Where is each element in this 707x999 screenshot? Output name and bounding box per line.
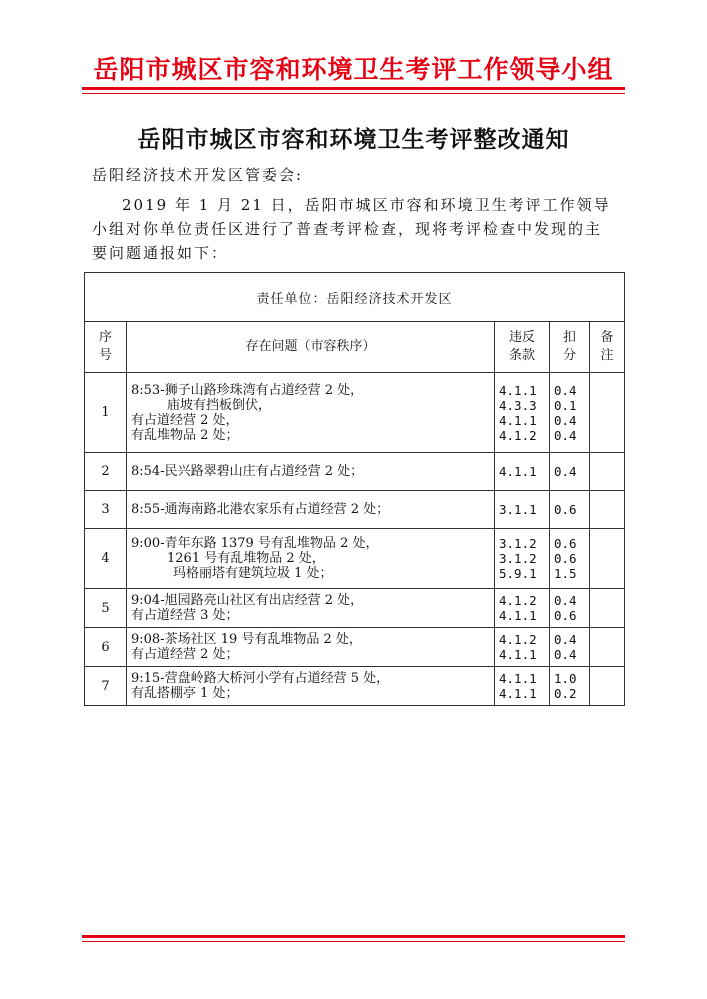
row-problem bbox=[127, 667, 495, 706]
deduct-line: 0.4 bbox=[554, 412, 577, 428]
code-line: 4.1.1 bbox=[499, 647, 537, 662]
row-no: 6 bbox=[85, 628, 127, 667]
code-line: 4.1.2 bbox=[499, 593, 537, 608]
row-note bbox=[590, 667, 625, 706]
code-line: 4.3.3 bbox=[499, 397, 537, 413]
problem-line: 9:00-青年东路 1379 号有乱堆物品 2 处， bbox=[131, 536, 379, 551]
table-row bbox=[85, 589, 625, 628]
row-code bbox=[495, 589, 550, 628]
problem-line: 有占道经营 2 处， bbox=[131, 412, 239, 428]
unit-row bbox=[85, 273, 625, 322]
problem-line: 9:15-营盘岭路大桥河小学有占道经营 5 处， bbox=[131, 671, 390, 686]
row-note bbox=[590, 589, 625, 628]
deduct-line: 0.2 bbox=[554, 686, 577, 701]
deduct-line: 1.5 bbox=[554, 566, 577, 581]
row-no: 1 bbox=[85, 373, 127, 453]
table-row bbox=[85, 453, 625, 491]
problem-line: 1261 号有乱堆物品 2 处， bbox=[167, 551, 325, 566]
problem-line: 8:54-民兴路翠碧山庄有占道经营 2 处； bbox=[131, 464, 364, 479]
row-deduct bbox=[550, 373, 590, 453]
row-code bbox=[495, 628, 550, 667]
row-problem bbox=[127, 529, 495, 589]
deduct-line: 0.1 bbox=[554, 397, 577, 413]
table-row bbox=[85, 667, 625, 706]
addressee: 岳阳经济技术开发区管委会: bbox=[92, 166, 304, 184]
deduct-line: 0.4 bbox=[554, 464, 577, 479]
problem-line: 9:04-旭园路亮山社区有出店经营 2 处， bbox=[131, 593, 364, 608]
row-no: 7 bbox=[85, 667, 127, 706]
problem-line: 8:55-通海南路北港农家乐有占道经营 2 处； bbox=[131, 502, 390, 517]
code-line: 3.1.1 bbox=[499, 502, 537, 517]
code-line: 4.1.2 bbox=[499, 632, 537, 647]
row-deduct bbox=[550, 589, 590, 628]
deduct-line: 0.6 bbox=[554, 536, 577, 551]
header-divider-thick bbox=[82, 87, 625, 90]
header-divider-thin bbox=[82, 93, 625, 94]
unit-label: 责任单位：岳阳经济技术开发区 bbox=[85, 273, 625, 322]
row-note bbox=[590, 453, 625, 491]
row-problem bbox=[127, 628, 495, 667]
footer-divider-thin bbox=[82, 941, 625, 942]
row-deduct bbox=[550, 453, 590, 491]
deduct-line: 0.6 bbox=[554, 608, 577, 623]
deduct-line: 0.4 bbox=[554, 382, 577, 398]
table-header-row bbox=[85, 322, 625, 373]
problem-line: 9:08-茶场社区 19 号有乱堆物品 2 处， bbox=[131, 632, 362, 647]
header-code: 违反条款 bbox=[495, 322, 550, 373]
deduct-line: 0.4 bbox=[554, 632, 577, 647]
code-line: 4.1.1 bbox=[499, 686, 537, 701]
code-line: 3.1.2 bbox=[499, 551, 537, 566]
header-deduct: 扣分 bbox=[550, 322, 590, 373]
header-note: 备注 bbox=[590, 322, 625, 373]
row-code bbox=[495, 373, 550, 453]
deduct-line: 0.6 bbox=[554, 551, 577, 566]
row-note bbox=[590, 628, 625, 667]
problem-line: 有占道经营 2 处； bbox=[131, 647, 239, 662]
deduct-line: 0.6 bbox=[554, 502, 577, 517]
row-deduct bbox=[550, 667, 590, 706]
code-line: 5.9.1 bbox=[499, 566, 537, 581]
table-row bbox=[85, 628, 625, 667]
footer-divider-thick bbox=[82, 935, 625, 938]
header-no: 序号 bbox=[85, 322, 127, 373]
row-deduct bbox=[550, 529, 590, 589]
row-code bbox=[495, 491, 550, 529]
code-line: 3.1.2 bbox=[499, 536, 537, 551]
row-no: 4 bbox=[85, 529, 127, 589]
row-note bbox=[590, 491, 625, 529]
row-code bbox=[495, 453, 550, 491]
row-no: 3 bbox=[85, 491, 127, 529]
notice-title: 岳阳市城区市容和环境卫生考评整改通知 bbox=[137, 126, 570, 153]
code-line: 4.1.1 bbox=[499, 464, 537, 479]
code-line: 4.1.1 bbox=[499, 382, 537, 398]
org-header-title: 岳阳市城区市容和环境卫生考评工作领导小组 bbox=[93, 55, 614, 84]
row-problem bbox=[127, 589, 495, 628]
issues-table bbox=[84, 272, 625, 706]
problem-line: 玛格丽塔有建筑垃圾 1 处； bbox=[173, 566, 333, 581]
table-row bbox=[85, 529, 625, 589]
row-deduct bbox=[550, 491, 590, 529]
row-note bbox=[590, 529, 625, 589]
row-problem bbox=[127, 453, 495, 491]
row-no: 5 bbox=[85, 589, 127, 628]
problem-line: 有占道经营 3 处； bbox=[131, 608, 239, 623]
problem-line: 有乱搭棚亭 1 处； bbox=[131, 686, 239, 701]
row-no: 2 bbox=[85, 453, 127, 491]
header-problem: 存在问题（市容秩序） bbox=[127, 322, 495, 373]
row-note bbox=[590, 373, 625, 453]
row-code bbox=[495, 529, 550, 589]
intro-paragraph: 2019 年 1 月 21 日，岳阳市城区市容和环境卫生考评工作领导小组对你单位责任区进行了普查考评检查，现将考评检查中发现的主要问题通报如下： bbox=[92, 196, 611, 262]
code-line: 4.1.1 bbox=[499, 608, 537, 623]
code-line: 4.1.2 bbox=[499, 427, 537, 443]
code-line: 4.1.1 bbox=[499, 412, 537, 428]
table-row bbox=[85, 491, 625, 529]
code-line: 4.1.1 bbox=[499, 671, 537, 686]
deduct-line: 1.0 bbox=[554, 671, 577, 686]
deduct-line: 0.4 bbox=[554, 427, 577, 443]
deduct-line: 0.4 bbox=[554, 593, 577, 608]
row-problem bbox=[127, 491, 495, 529]
table-row bbox=[85, 373, 625, 453]
row-code bbox=[495, 667, 550, 706]
problem-line: 庙坡有挡板倒伏， bbox=[167, 397, 272, 413]
deduct-line: 0.4 bbox=[554, 647, 577, 662]
problem-line: 有乱堆物品 2 处； bbox=[131, 427, 239, 443]
row-problem bbox=[127, 373, 495, 453]
row-deduct bbox=[550, 628, 590, 667]
problem-line: 8:53-狮子山路珍珠湾有占道经营 2 处， bbox=[131, 382, 364, 398]
